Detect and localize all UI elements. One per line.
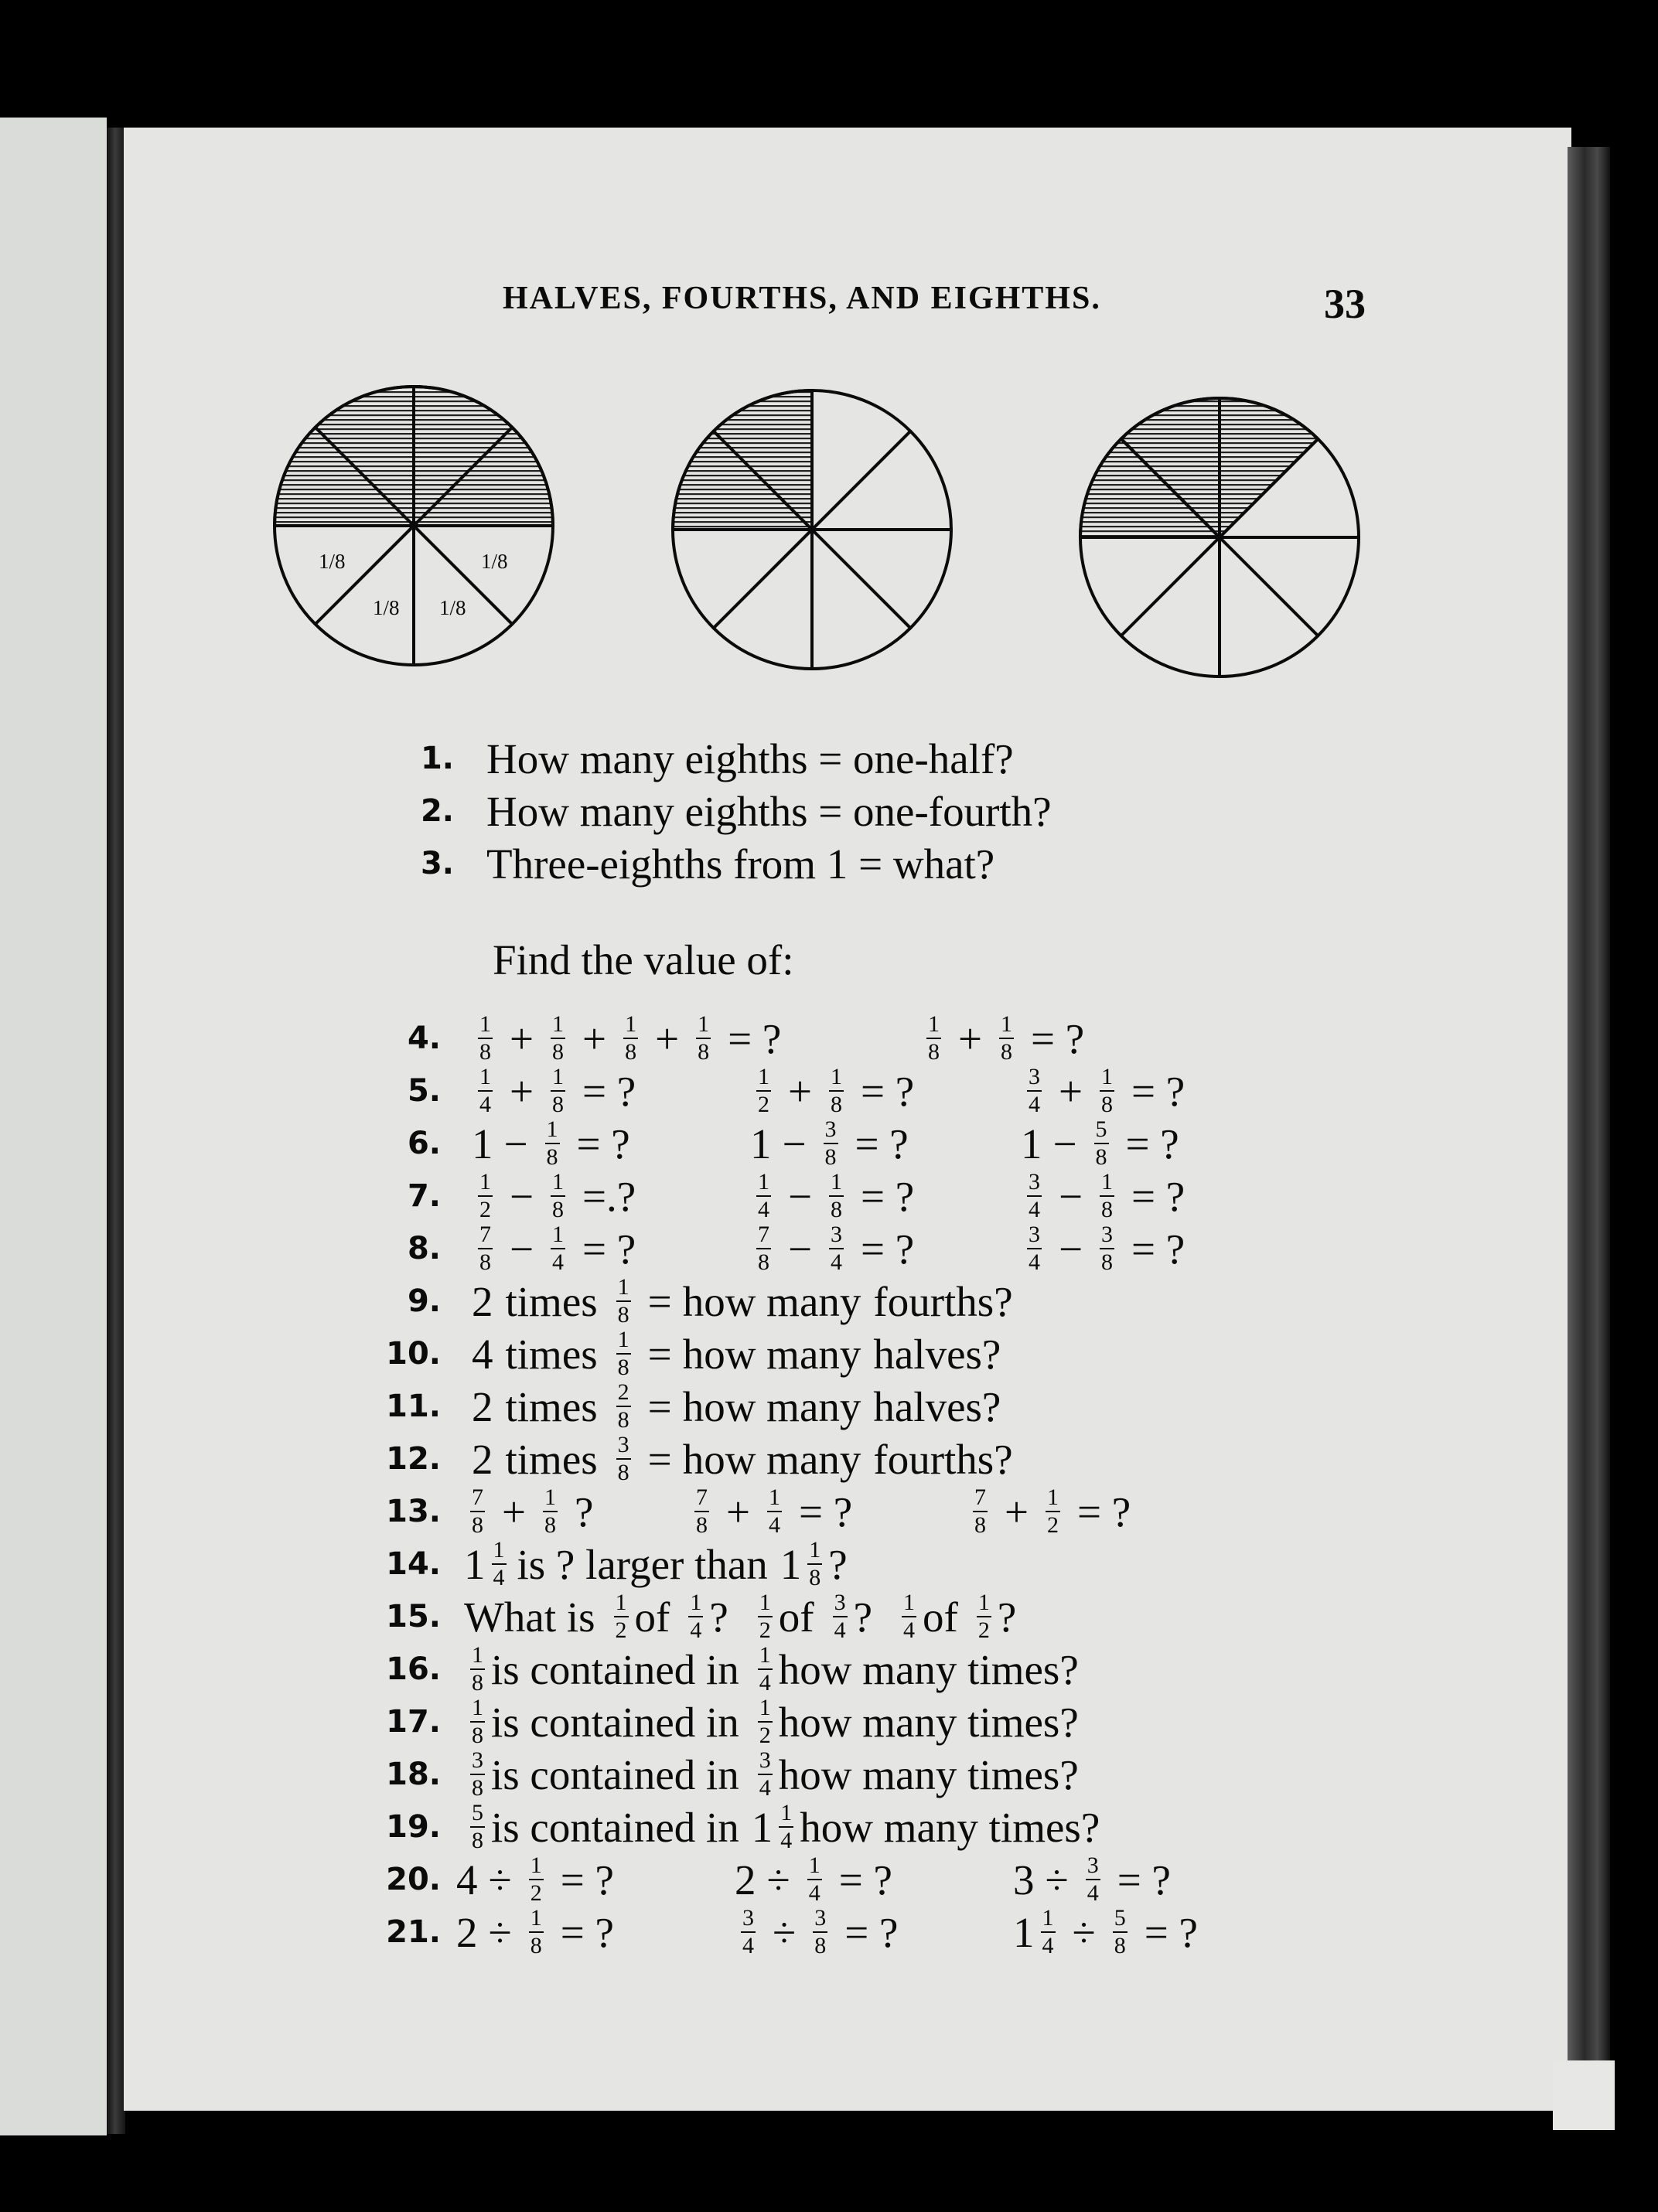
exercise-number: 11.: [386, 1389, 441, 1424]
fraction: $\frac{1}{4}$: [780, 1800, 793, 1853]
fraction: $\frac{1}{8}$: [552, 1169, 565, 1222]
fraction: $\frac{1}{8}$: [546, 1116, 558, 1170]
fraction-circles-figure: [263, 363, 1377, 688]
fraction: $\frac{1}{2}$: [977, 1590, 990, 1643]
circle-fourth-shaded: [673, 390, 951, 669]
page-number: 33: [1324, 281, 1366, 327]
exercise-number: 12.: [386, 1441, 441, 1477]
fraction: $\frac{1}{4}$: [1042, 1905, 1054, 1958]
fraction: $\frac{5}{8}$: [1095, 1116, 1107, 1170]
fraction: $\frac{7}{8}$: [974, 1484, 986, 1538]
fraction: $\frac{1}{8}$: [1101, 1064, 1114, 1117]
expression: $\frac{1}{4}$ + $\frac{1}{8}$ = ?: [479, 1064, 636, 1117]
expression: 4 ÷ $\frac{1}{2}$ = ?: [456, 1852, 614, 1906]
fraction: $\frac{1}{4}$: [769, 1484, 781, 1538]
exercise-number: 8.: [407, 1231, 441, 1266]
exercise-number: 7.: [407, 1178, 441, 1214]
exercise-number: 13.: [386, 1494, 441, 1529]
expression: $\frac{7}{8}$ + $\frac{1}{4}$ = ?: [696, 1484, 853, 1538]
question-number: 2.: [420, 793, 454, 829]
fraction: $\frac{1}{4}$: [493, 1537, 505, 1590]
fraction: $\frac{1}{8}$: [472, 1642, 483, 1696]
fraction: $\frac{1}{8}$: [698, 1011, 710, 1065]
expression: $\frac{1}{8}$ is contained in $\frac{1}{4}$ how many times?: [472, 1642, 1079, 1696]
expression: 1 − $\frac{5}{8}$ = ?: [1021, 1116, 1179, 1170]
eighth-label: 1/8: [373, 596, 400, 619]
expression: 2 ÷ $\frac{1}{4}$ = ?: [735, 1852, 892, 1906]
fraction: $\frac{3}{8}$: [814, 1905, 827, 1958]
fraction: $\frac{3}{4}$: [1029, 1222, 1040, 1275]
eighth-label: 1/8: [319, 550, 346, 573]
fraction: $\frac{1}{8}$: [552, 1011, 565, 1065]
fraction: $\frac{1}{8}$: [809, 1537, 821, 1590]
exercise-number: 5.: [407, 1073, 441, 1109]
expression: 2 times $\frac{1}{8}$ = how many fourths?: [472, 1274, 1013, 1328]
circle-three-eighths-shaded: [1080, 398, 1359, 677]
expression: 2 times $\frac{3}{8}$ = how many fourths?: [472, 1432, 1013, 1485]
expression: $\frac{3}{8}$ is contained in $\frac{3}{4}$ how many times?: [472, 1747, 1079, 1801]
expression: $\frac{3}{4}$ − $\frac{1}{8}$ = ?: [1029, 1169, 1186, 1222]
book-edge-shadow: [1568, 147, 1610, 2130]
exercise-number: 14.: [386, 1546, 441, 1582]
question-number: 3.: [420, 846, 454, 881]
fraction: $\frac{1}{4}$: [759, 1642, 771, 1696]
expression: 2 ÷ $\frac{1}{8}$ = ?: [456, 1905, 614, 1958]
fraction: $\frac{1}{8}$: [552, 1064, 565, 1117]
fraction: $\frac{1}{2}$: [1047, 1484, 1059, 1538]
expression: 1 $\frac{1}{4}$ is ? larger than 1 $\frac{1}{8}$ ?: [464, 1537, 848, 1590]
expression: $\frac{7}{8}$ − $\frac{1}{4}$ = ?: [479, 1222, 636, 1275]
expression: $\frac{3}{4}$ − $\frac{3}{8}$ = ?: [1029, 1222, 1186, 1275]
fraction: $\frac{3}{4}$: [831, 1222, 843, 1275]
fraction: $\frac{1}{8}$: [625, 1011, 637, 1065]
expression: $\frac{5}{8}$ is contained in 1 $\frac{1}{4}$ how many times?: [472, 1800, 1100, 1853]
fraction: $\frac{3}{8}$: [472, 1747, 483, 1801]
fraction: $\frac{7}{8}$: [758, 1222, 769, 1275]
fraction: $\frac{3}{8}$: [1101, 1222, 1114, 1275]
question-text: Three-eighths from 1 = what?: [486, 840, 995, 888]
fraction: $\frac{3}{4}$: [1029, 1169, 1040, 1222]
exercise-number: 4.: [407, 1021, 441, 1056]
expression: $\frac{1}{8}$ + $\frac{1}{8}$ + $\frac{1}{8}$ + $\frac{1}{8}$ = ?: [479, 1011, 782, 1065]
fraction: $\frac{7}{8}$: [472, 1484, 483, 1538]
fraction: $\frac{5}{8}$: [472, 1800, 483, 1853]
expression: 3 ÷ $\frac{3}{4}$ = ?: [1013, 1852, 1171, 1906]
exercise-number: 20.: [386, 1862, 441, 1897]
fraction: $\frac{3}{4}$: [759, 1747, 771, 1801]
question-text: How many eighths = one-half?: [486, 734, 1014, 782]
exercise-number: 21.: [386, 1914, 441, 1950]
fraction: $\frac{1}{8}$: [544, 1484, 557, 1538]
eighth-label: 1/8: [481, 550, 508, 573]
expression: What is $\frac{1}{2}$ of $\frac{1}{4}$ ? $\frac{1}{2}$ of $\frac{3}{4}$ ? $\frac{1}{4}$ of $\frac{1}{2}$ ?: [464, 1590, 1017, 1643]
expression: $\frac{1}{2}$ + $\frac{1}{8}$ = ?: [758, 1064, 915, 1117]
fraction: $\frac{7}{8}$: [696, 1484, 708, 1538]
expression: $\frac{1}{8}$ + $\frac{1}{8}$ = ?: [928, 1011, 1085, 1065]
question-number: 1.: [420, 741, 454, 776]
fraction: $\frac{3}{4}$: [1087, 1852, 1099, 1906]
fraction: $\frac{1}{4}$: [552, 1222, 565, 1275]
book-gutter: [107, 128, 125, 2134]
fraction: $\frac{1}{8}$: [472, 1695, 483, 1748]
expression: $\frac{1}{4}$ − $\frac{1}{8}$ = ?: [758, 1169, 915, 1222]
expression: $\frac{3}{4}$ + $\frac{1}{8}$ = ?: [1029, 1064, 1186, 1117]
fraction: $\frac{1}{8}$: [1001, 1011, 1013, 1065]
fraction: $\frac{3}{4}$: [1029, 1064, 1040, 1117]
fraction: $\frac{1}{8}$: [479, 1011, 491, 1065]
fraction: $\frac{1}{2}$: [479, 1169, 491, 1222]
page-corner: [1553, 2060, 1615, 2130]
fraction: $\frac{1}{4}$: [479, 1064, 491, 1117]
exercise-number: 16.: [386, 1651, 441, 1687]
fraction: $\frac{1}{8}$: [617, 1274, 629, 1328]
expression: 1 − $\frac{3}{8}$ = ?: [750, 1116, 909, 1170]
fraction: $\frac{3}{8}$: [617, 1432, 629, 1485]
fraction: $\frac{1}{8}$: [928, 1011, 940, 1065]
fraction: $\frac{1}{8}$: [831, 1169, 843, 1222]
fraction: $\frac{1}{2}$: [759, 1590, 771, 1643]
expression: $\frac{7}{8}$ + $\frac{1}{2}$ = ?: [974, 1484, 1131, 1538]
exercise-number: 19.: [386, 1809, 441, 1845]
question-text: How many eighths = one-fourth?: [486, 787, 1052, 835]
exercise-number: 6.: [407, 1126, 441, 1161]
running-head: HALVES, FOURTHS, AND EIGHTHS.: [503, 281, 1101, 316]
exercise-number: 18.: [386, 1757, 441, 1792]
fraction: $\frac{1}{2}$: [530, 1852, 542, 1906]
expression: $\frac{7}{8}$ − $\frac{3}{4}$ = ?: [758, 1222, 915, 1275]
expression: 1 $\frac{1}{4}$ ÷ $\frac{5}{8}$ = ?: [1013, 1905, 1198, 1958]
fraction: $\frac{1}{2}$: [758, 1064, 769, 1117]
expression: 4 times $\frac{1}{8}$ = how many halves?: [472, 1327, 1001, 1380]
fraction: $\frac{2}{8}$: [617, 1379, 629, 1433]
fraction: $\frac{1}{2}$: [615, 1590, 627, 1643]
left-page-edge: [0, 118, 107, 2135]
fraction: $\frac{1}{2}$: [759, 1695, 771, 1748]
fraction: $\frac{1}{4}$: [808, 1852, 820, 1906]
fraction: $\frac{1}{4}$: [758, 1169, 769, 1222]
exercise-number: 10.: [386, 1336, 441, 1372]
fraction: $\frac{1}{8}$: [530, 1905, 542, 1958]
fraction: $\frac{1}{8}$: [831, 1064, 843, 1117]
fraction: $\frac{1}{4}$: [903, 1590, 916, 1643]
fraction: $\frac{3}{4}$: [834, 1590, 846, 1643]
expression: $\frac{3}{4}$ ÷ $\frac{3}{8}$ = ?: [742, 1905, 899, 1958]
expression: $\frac{1}{8}$ is contained in $\frac{1}{2}$ how many times?: [472, 1695, 1079, 1748]
expression: 1 − $\frac{1}{8}$ = ?: [472, 1116, 630, 1170]
exercise-number: 15.: [386, 1599, 441, 1634]
find-heading: Find the value of:: [493, 936, 794, 983]
fraction: $\frac{1}{4}$: [690, 1590, 702, 1643]
exercise-number: 17.: [386, 1704, 441, 1740]
fraction: $\frac{3}{4}$: [742, 1905, 754, 1958]
exercise-number: 9.: [407, 1283, 441, 1319]
fraction: $\frac{1}{8}$: [1101, 1169, 1114, 1222]
expression: $\frac{1}{2}$ − $\frac{1}{8}$ =.?: [479, 1169, 636, 1222]
expression: 2 times $\frac{2}{8}$ = how many halves?: [472, 1379, 1001, 1433]
eighth-label: 1/8: [439, 596, 466, 619]
fraction: $\frac{1}{8}$: [617, 1327, 629, 1380]
fraction: $\frac{3}{8}$: [824, 1116, 837, 1170]
circle-half-shaded: [275, 387, 553, 665]
fraction: $\frac{7}{8}$: [479, 1222, 491, 1275]
expression: $\frac{7}{8}$ + $\frac{1}{8}$ ?: [472, 1484, 594, 1538]
fraction: $\frac{5}{8}$: [1114, 1905, 1126, 1958]
